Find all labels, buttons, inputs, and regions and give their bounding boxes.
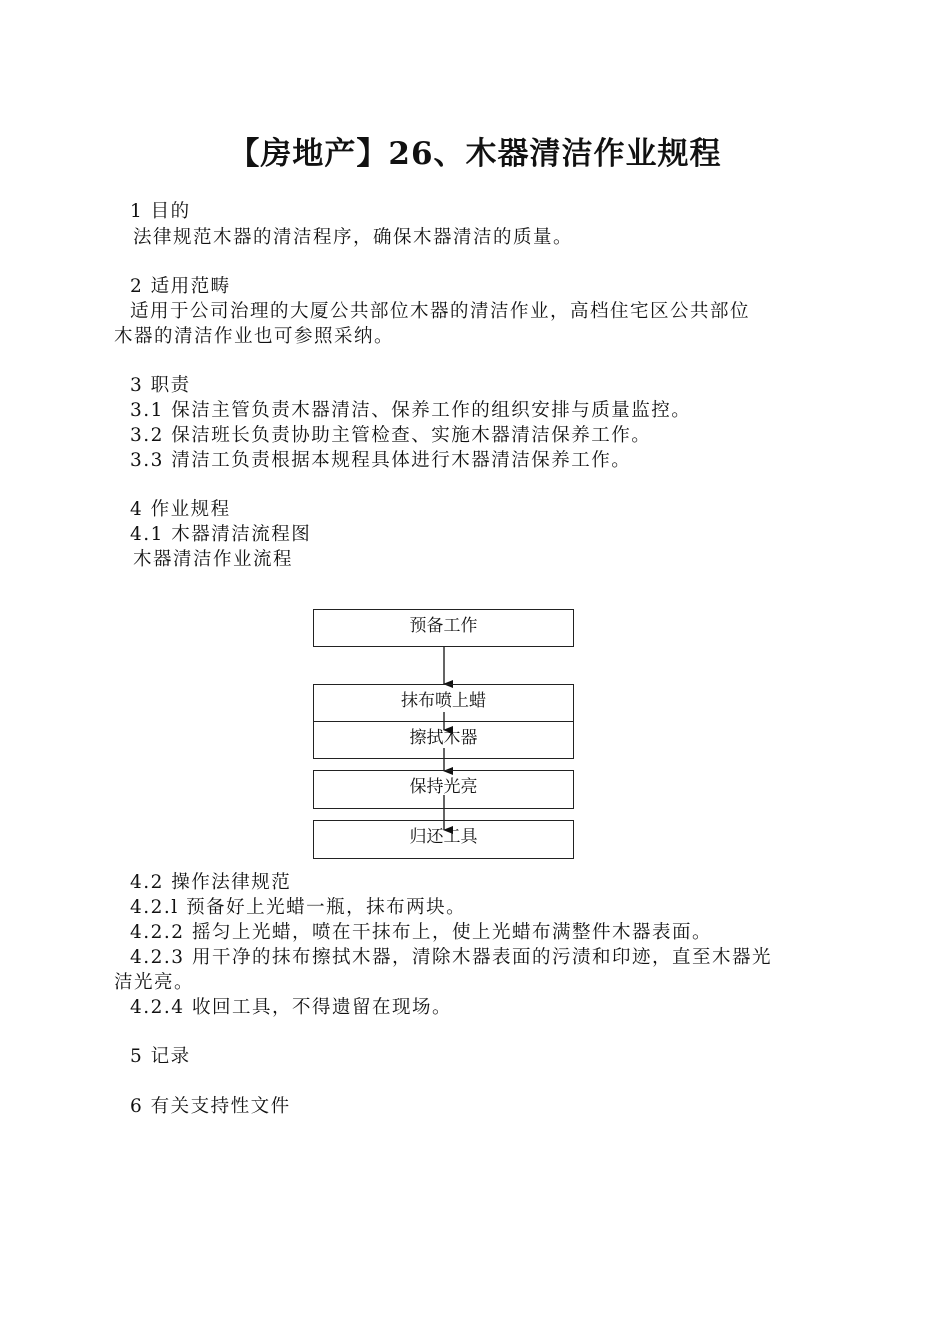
- section-2-heading: 2 适用范畴: [130, 276, 231, 297]
- section-2-text-line-1: 适用于公司治理的大厦公共部位木器的清洁作业，高档住宅区公共部位: [130, 301, 751, 322]
- flow-step-3: [313, 721, 574, 759]
- flow-step-4: [313, 770, 574, 809]
- section-4-2-heading: 4.2 操作法律规范: [130, 872, 292, 893]
- section-2-text-line-2: 木器的清洁作业也可参照采纳。: [114, 326, 395, 347]
- section-4-heading: 4 作业规程: [130, 499, 231, 520]
- section-1-text: 法律规范木器的清洁程序，确保木器清洁的质量。: [133, 227, 574, 248]
- section-1-heading: 1 目的: [130, 201, 191, 222]
- flow-step-2-label: 抹布喷上蜡: [401, 691, 486, 711]
- section-3-item-2: 3.2 保洁班长负责协助主管检查、实施木器清洁保养工作。: [130, 425, 652, 446]
- section-6-heading: 6 有关支持性文件: [130, 1096, 291, 1117]
- section-3-item-1: 3.1 保洁主管负责木器清洁、保养工作的组织安排与质量监控。: [130, 400, 692, 421]
- section-4-2-1: 4.2.l 预备好上光蜡一瓶，抹布两块。: [130, 897, 467, 918]
- section-4-2-4: 4.2.4 收回工具，不得遗留在现场。: [130, 997, 452, 1018]
- flow-step-5-label: 归还工具: [409, 827, 478, 847]
- section-5-heading: 5 记录: [130, 1046, 191, 1067]
- flowchart-caption: 木器清洁作业流程: [133, 549, 294, 570]
- flow-step-1-label: 预备工作: [409, 616, 478, 636]
- section-3-item-3: 3.3 清洁工负责根据本规程具体进行木器清洁保养工作。: [130, 450, 632, 471]
- section-4-2-3-line-2: 洁光亮。: [114, 972, 195, 993]
- flow-step-2: [313, 684, 574, 722]
- section-4-2-3-line-1: 4.2.3 用干净的抹布擦拭木器，清除木器表面的污渍和印迹，直至木器光: [130, 947, 772, 968]
- section-3-heading: 3 职责: [130, 375, 191, 396]
- section-4-2-2: 4.2.2 摇匀上光蜡，喷在干抹布上，使上光蜡布满整件木器表面。: [130, 922, 712, 943]
- document-title: 【房地产】26、木器清洁作业规程: [228, 136, 722, 172]
- flow-step-3-label: 擦拭木器: [409, 728, 478, 748]
- flow-step-4-label: 保持光亮: [409, 777, 478, 797]
- flow-step-5: [313, 820, 574, 859]
- section-4-1-heading: 4.1 木器清洁流程图: [130, 524, 312, 545]
- flow-step-1: [313, 609, 574, 647]
